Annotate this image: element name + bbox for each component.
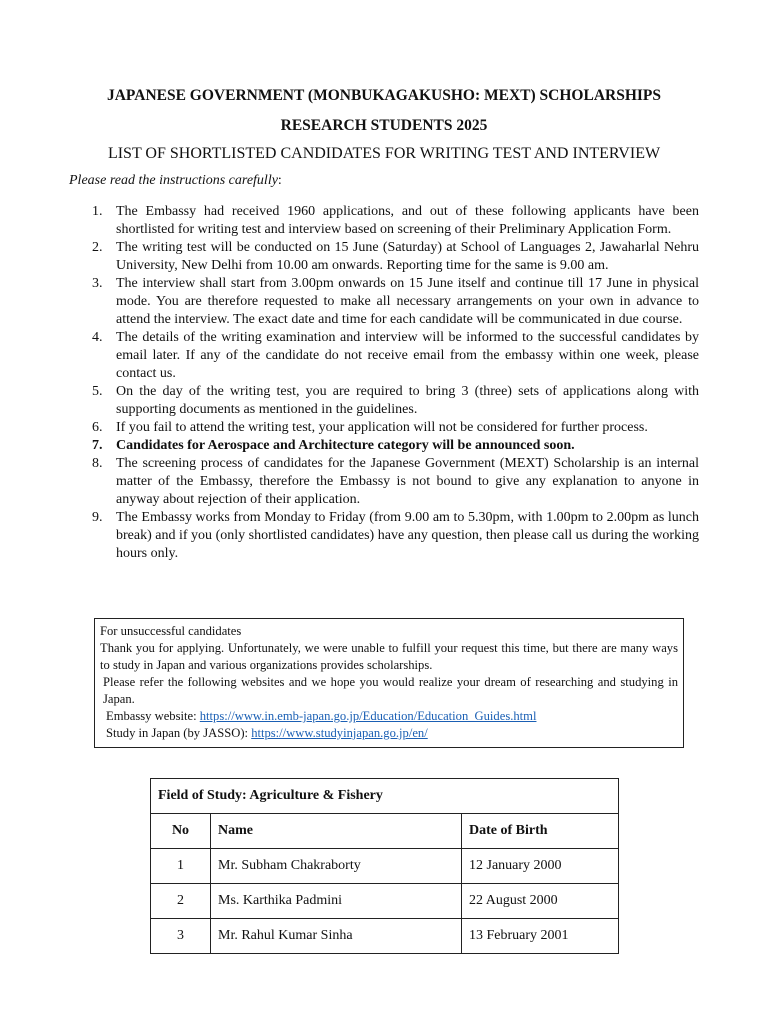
field-row	[151, 779, 619, 814]
col-dob: Date of Birth	[462, 814, 619, 849]
candidates-table	[150, 778, 619, 954]
document-subtitle: RESEARCH STUDENTS 2025	[280, 117, 488, 134]
header-row	[151, 814, 619, 849]
instruction-item-bold	[69, 437, 699, 455]
item-number: 4.	[92, 330, 103, 345]
instruction-item	[69, 329, 699, 383]
cell-name: Ms. Karthika Padmini	[211, 884, 462, 919]
table-row	[151, 884, 619, 919]
cell-dob: 13 February 2001	[462, 919, 619, 954]
col-name: Name	[211, 814, 462, 849]
instruction-item	[69, 455, 699, 509]
instructions-label-text: Please read the instructions carefully	[69, 173, 278, 188]
notice-para-1: Thank you for applying. Unfortunately, we were unable to fulfill your request this time, but there are many ways to study in Japan and various organizations provides scholarships.	[100, 641, 678, 672]
item-text: On the day of the writing test, you are required to bring 3 (three) sets of applications along with supporting documents as mentioned in the guidelines.	[116, 384, 699, 417]
item-text: The Embassy works from Monday to Friday (from 9.00 am to 5.30pm, with 1.00pm to 2.00pm as lunch break) and if you (only shortlisted candidates) have any question, then please call us during the working hours only.	[116, 510, 699, 561]
list-title: LIST OF SHORTLISTED CANDIDATES FOR WRITING TEST AND INTERVIEW	[107, 145, 661, 162]
item-text: If you fail to attend the writing test, your application will not be considered for further process.	[116, 420, 648, 435]
col-no: No	[151, 814, 211, 849]
item-number: 7.	[92, 438, 103, 453]
unsuccessful-notice-box	[94, 618, 684, 748]
item-number: 2.	[92, 240, 103, 255]
notice-heading: For unsuccessful candidates	[100, 624, 242, 638]
cell-name: Mr. Subham Chakraborty	[211, 849, 462, 884]
jasso-website-label: Study in Japan (by JASSO):	[106, 726, 252, 740]
jasso-website-line	[100, 725, 678, 742]
instructions-colon: :	[277, 173, 282, 188]
instruction-item	[69, 383, 699, 419]
cell-no: 2	[151, 884, 211, 919]
item-text: Candidates for Aerospace and Architecture category will be announced soon.	[116, 438, 575, 453]
item-text: The Embassy had received 1960 applications, and out of these following applicants have been shortlisted for writing test and interview based on screening of their Preliminary Application Form.	[116, 204, 699, 237]
instruction-item	[69, 419, 699, 437]
item-text: The screening process of candidates for the Japanese Government (MEXT) Scholarship is an internal matter of the Embassy, therefore the Embassy is not bound to give any explanation to anyone in anyway about rejection of their application.	[116, 456, 699, 507]
document-title: JAPANESE GOVERNMENT (MONBUKAGAKUSHO: MEXT) SCHOLARSHIPS	[106, 87, 662, 104]
instructions-label	[69, 173, 282, 189]
item-number: 8.	[92, 456, 103, 471]
instructions-list	[69, 203, 699, 563]
item-text: The details of the writing examination and interview will be informed to the successful candidates by email later. If any of the candidate do not receive email from the embassy within one week, please contact us.	[116, 330, 699, 381]
cell-dob: 22 August 2000	[462, 884, 619, 919]
instruction-item	[69, 239, 699, 275]
instruction-item	[69, 275, 699, 329]
item-number: 6.	[92, 420, 103, 435]
table-row	[151, 919, 619, 954]
cell-no: 1	[151, 849, 211, 884]
instruction-item	[69, 203, 699, 239]
item-text: The interview shall start from 3.00pm onwards on 15 June itself and continue till 17 June in physical mode. You are therefore requested to make all necessary arrangements on your own in advance to attend the interview. The exact date and time for each candidate will be communicated in due course.	[116, 276, 699, 327]
item-number: 5.	[92, 384, 103, 399]
table-row	[151, 849, 619, 884]
item-number: 9.	[92, 510, 103, 525]
item-number: 1.	[92, 204, 103, 219]
cell-name: Mr. Rahul Kumar Sinha	[211, 919, 462, 954]
embassy-website-label: Embassy website:	[106, 709, 200, 723]
cell-no: 3	[151, 919, 211, 954]
field-of-study: Field of Study: Agriculture & Fishery	[151, 779, 619, 814]
embassy-website-line	[100, 708, 678, 725]
item-number: 3.	[92, 276, 103, 291]
embassy-website-link[interactable]: https://www.in.emb-japan.go.jp/Education/Education_Guides.html	[199, 709, 537, 723]
notice-para-2: Please refer the following websites and we hope you would realize your dream of researching and studying in Japan.	[103, 675, 678, 706]
item-text: The writing test will be conducted on 15 June (Saturday) at School of Languages 2, Jawaharlal Nehru University, New Delhi from 10.00 am onwards. Reporting time for the same is 9.00 am.	[116, 240, 699, 273]
jasso-website-link[interactable]: https://www.studyinjapan.go.jp/en/	[251, 726, 428, 740]
instruction-item	[69, 509, 699, 563]
cell-dob: 12 January 2000	[462, 849, 619, 884]
